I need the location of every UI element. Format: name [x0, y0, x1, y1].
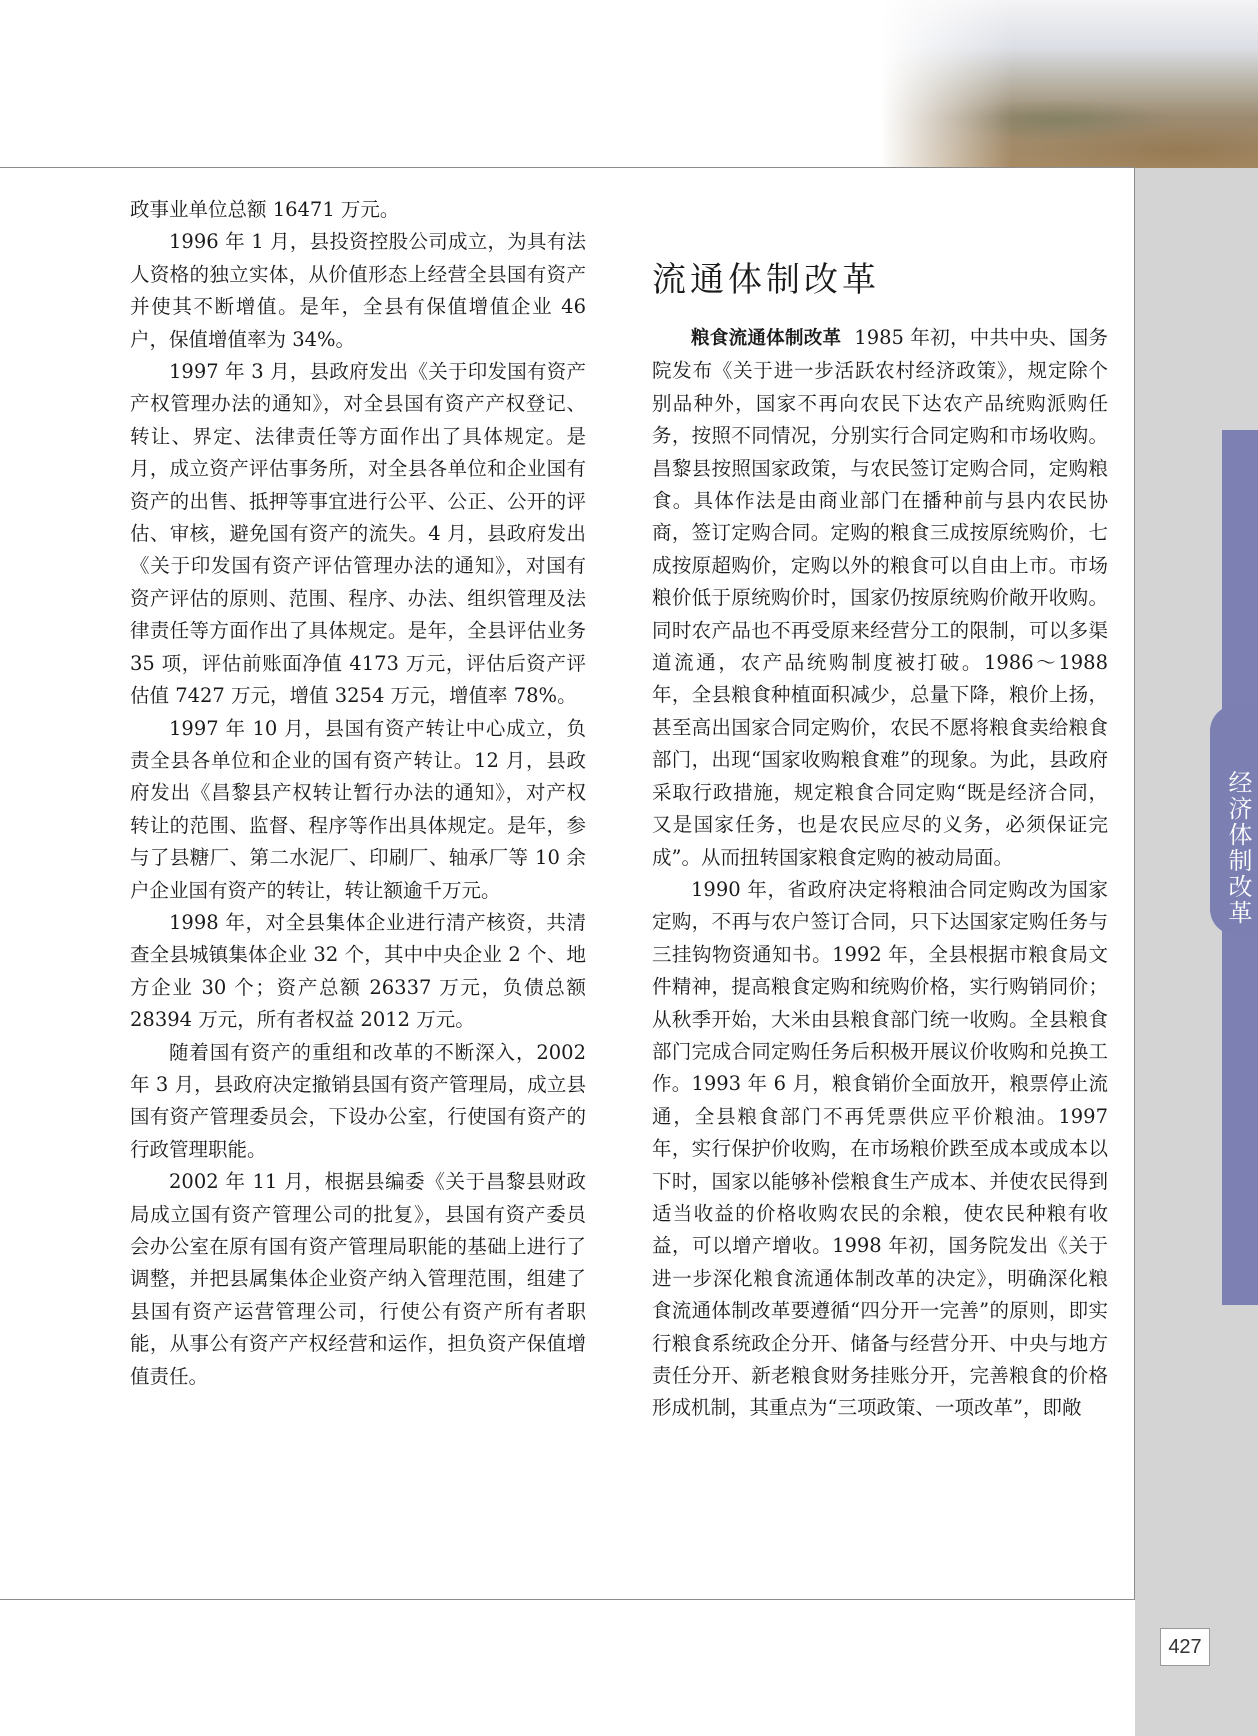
- paragraph: 1996 年 1 月，县投资控股公司成立，为具有法人资格的独立实体，从价值形态上经营全县国有资产并使其不断增值。是年，全县有保值增值企业 46 户，保值增值率为 34%。: [130, 230, 586, 351]
- chapter-side-label: 经济体制改革: [1224, 770, 1252, 926]
- run-in-heading: 粮食流通体制改革: [691, 328, 842, 349]
- header-landscape-photo: [880, 0, 1258, 168]
- section-title: 流通体制改革: [652, 260, 880, 300]
- page-frame-right: [1134, 167, 1135, 1599]
- paragraph: 政事业单位总额 16471 万元。: [130, 198, 400, 221]
- paragraph: 1998 年，对全县集体企业进行清产核资，共清查全县城镇集体企业 32 个，其中中央企业 2 个、地方企业 30 个；资产总额 26337 万元，负债总额 28394 万元，所有者权益 2012 万元。: [130, 910, 586, 1032]
- footer-divider: [0, 1599, 1135, 1600]
- page-number: 427: [1160, 1628, 1210, 1666]
- paragraph: 1997 年 10 月，县国有资产转让中心成立，负责全县各单位和企业的国有资产转让。12 月，县政府发出《昌黎县产权转让暂行办法的通知》，对产权转让的范围、监督、程序等作出具体规定。是年，参与了县糖厂、第二水泥厂、印刷厂、轴承厂等 10 余户企业国有资产的转让，转让额逾千万元。: [130, 716, 586, 902]
- paragraph-text: 1985 年初，中共中央、国务院发布《关于进一步活跃农村经济政策》，规定除个别品种外，国家不再向农民下达农产品统购派购任务，按照不同情况，分别实行合同定购和市场收购。昌黎县按照国家政策，与农民签订定购合同，定购粮食。具体作法是由商业部门在播种前与县内农民协商，签订定购合同。定购的粮食三成按原统购价，七成按原超购价，定购以外的粮食可以自由上市。市场粮价低于原统购价时，国家仍按原统购价敞开收购。同时农产品也不再受原来经营分工的限制，可以多渠道流通，农产品统购制度被打破。1986～1988 年，全县粮食种植面积减少，总量下降，粮价上扬，甚至高出国家合同定购价，农民不愿将粮食卖给粮食部门，出现“国家收购粮食难”的现象。为此，县政府采取行政措施，规定粮食合同定购“既是经济合同，又是国家任务，也是农民应尽的义务，必须保证完成”。从而扭转国家粮食定购的被动局面。: [652, 326, 1108, 869]
- paragraph: [652, 322, 1108, 874]
- paragraph: 1997 年 3 月，县政府发出《关于印发国有资产产权管理办法的通知》，对全县国有资产产权登记、转让、界定、法律责任等方面作出了具体规定。是月，成立资产评估事务所，对全县各单位和企业国有资产的出售、抵押等事宜进行公平、公正、公开的评估、审核，避免国有资产的流失。4 月，县政府发出《关于印发国有资产评估管理办法的通知》，对国有资产评估的原则、范围、程序、办法、组织管理及法律责任等方面作出了具体规定。是年，全县评估业务 35 项，评估前账面净值 4173 万元，评估后资产评估值 7427 万元，增值 3254 万元，增值率 78%。: [130, 360, 586, 708]
- left-column: [130, 194, 586, 1393]
- header-divider: [0, 167, 1135, 168]
- right-column: [652, 322, 1108, 1425]
- paragraph: 1990 年，省政府决定将粮油合同定购改为国家定购，不再与农户签订合同，只下达国家定购任务与三挂钩物资通知书。1992 年，全县根据市粮食局文件精神，提高粮食定购和统购价格，实行购销同价；从秋季开始，大米由县粮食部门统一收购。全县粮食部门完成合同定购任务后积极开展议价收购和兑换工作。1993 年 6 月，粮食销价全面放开，粮票停止流通，全县粮食部门不再凭票供应平价粮油。1997 年，实行保护价收购，在市场粮价跌至成本或成本以下时，国家以能够补偿粮食生产成本、并使农民得到适当收益的价格收购农民的余粮，使农民种粮有收益，可以增产增收。1998 年初，国务院发出《关于进一步深化粮食流通体制改革的决定》，明确深化粮食流通体制改革要遵循“四分开一完善”的原则，即实行粮食系统政企分开、储备与经营分开、中央与地方责任分开、新老粮食财务挂账分开，完善粮食的价格形成机制，其重点为“三项政策、一项改革”，即敞: [652, 877, 1108, 1420]
- paragraph: 随着国有资产的重组和改革的不断深入，2002 年 3 月，县政府决定撤销县国有资产管理局，成立县国有资产管理委员会，下设办公室，行使国有资产的行政管理职能。: [130, 1040, 586, 1161]
- paragraph: 2002 年 11 月，根据县编委《关于昌黎县财政局成立国有资产管理公司的批复》，县国有资产委员会办公室在原有国有资产管理局职能的基础上进行了调整，并把县属集体企业资产纳入管理范围，组建了县国有资产运营管理公司，行使公有资产所有者职能，从事公有资产产权经营和运作，担负资产保值增值责任。: [130, 1170, 586, 1388]
